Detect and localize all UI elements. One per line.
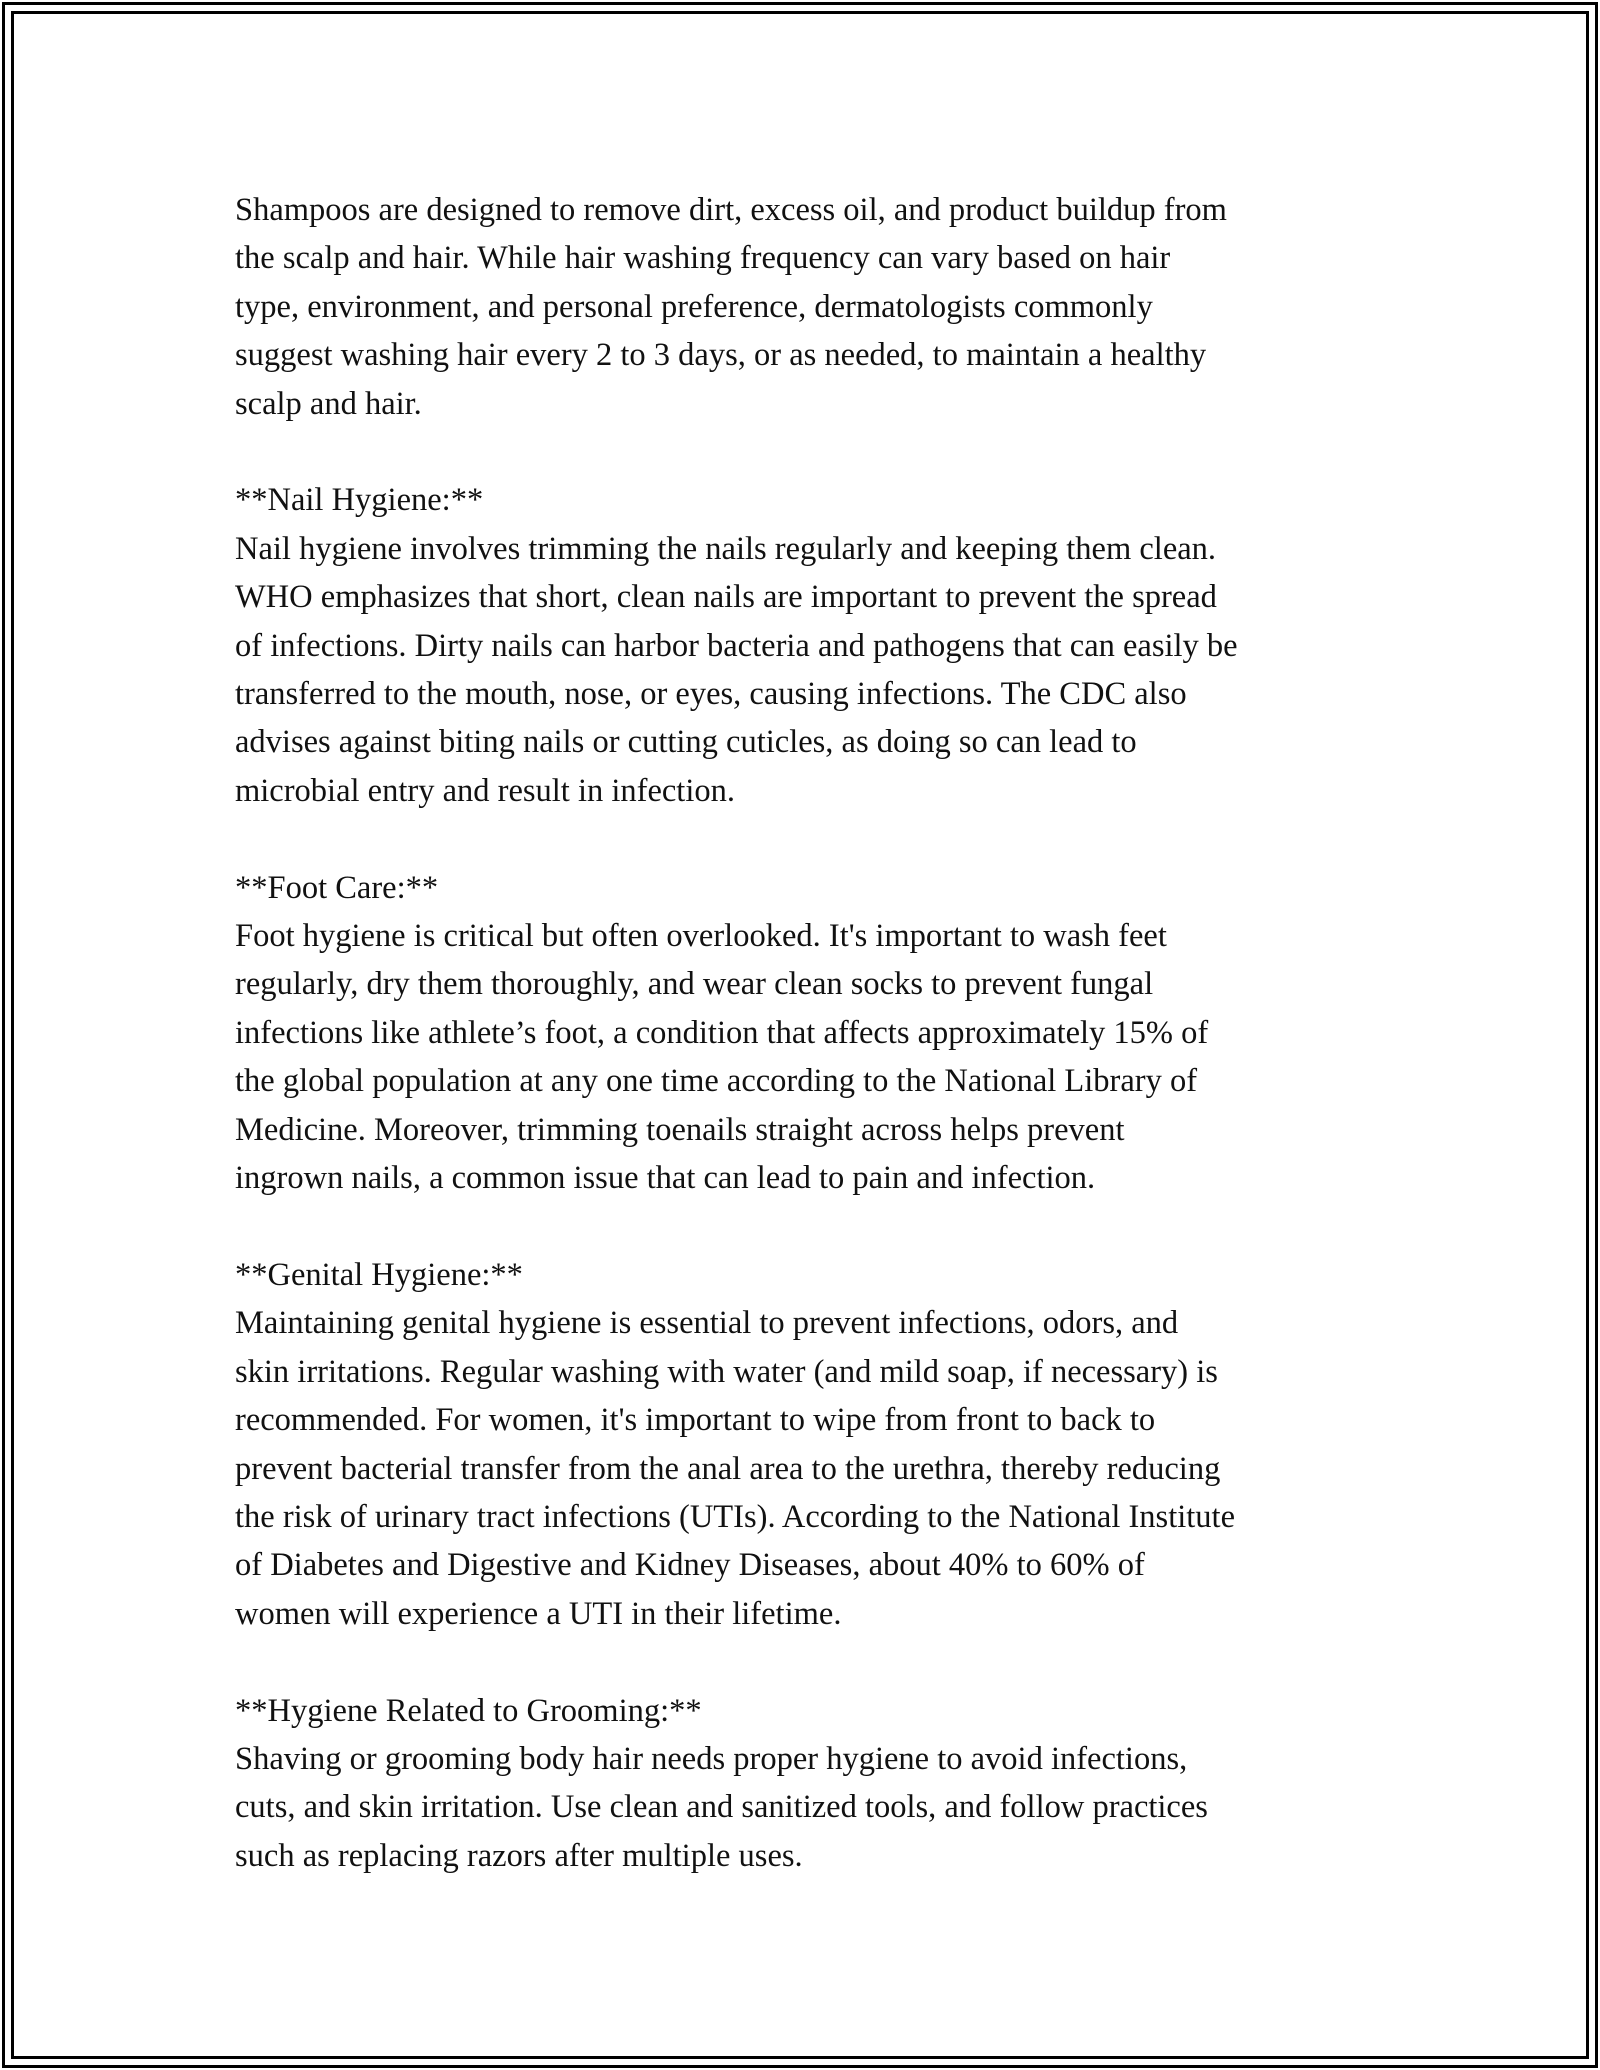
section-foot-care — [235, 864, 1385, 1203]
section-line: Maintaining genital hygiene is essential to prevent infections, odors, and — [235, 1305, 1179, 1342]
section-grooming-hygiene — [235, 1687, 1385, 1881]
section-line: cuts, and skin irritation. Use clean and sanitized tools, and follow practices — [235, 1789, 1208, 1826]
intro-line: type, environment, and personal preference, dermatologists commonly — [235, 288, 1153, 325]
section-line: Nail hygiene involves trimming the nails regularly and keeping them clean. — [235, 530, 1217, 567]
section-line: infections like athlete’s foot, a condition that affects approximately 15% of — [235, 1014, 1209, 1051]
section-line: Foot hygiene is critical but often overlooked. It's important to wash feet — [235, 918, 1167, 955]
section-line: of infections. Dirty nails can harbor bacteria and pathogens that can easily be — [235, 627, 1238, 664]
section-nail-hygiene — [235, 476, 1385, 815]
section-paragraph — [235, 525, 1385, 815]
section-line: ingrown nails, a common issue that can lead to pain and infection. — [235, 1160, 1096, 1197]
section-line: Medicine. Moreover, trimming toenails straight across helps prevent — [235, 1111, 1125, 1148]
section-paragraph — [235, 1299, 1385, 1638]
section-paragraph — [235, 1735, 1385, 1880]
section-line: of Diabetes and Digestive and Kidney Diseases, about 40% to 60% of — [235, 1547, 1145, 1584]
section-line: prevent bacterial transfer from the anal area to the urethra, thereby reducing — [235, 1450, 1221, 1487]
intro-line: the scalp and hair. While hair washing frequency can vary based on hair — [235, 240, 1171, 277]
section-genital-hygiene — [235, 1251, 1385, 1638]
section-line: the risk of urinary tract infections (UTIs). According to the National Institute — [235, 1498, 1235, 1535]
section-line: such as replacing razors after multiple uses. — [235, 1837, 803, 1874]
intro-paragraph — [235, 186, 1385, 428]
section-line: Shaving or grooming body hair needs proper hygiene to avoid infections, — [235, 1740, 1188, 1777]
section-line: the global population at any one time according to the National Library of — [235, 1063, 1198, 1100]
section-line: recommended. For women, it's important to wipe from front to back to — [235, 1402, 1156, 1439]
section-line: skin irritations. Regular washing with water (and mild soap, if necessary) is — [235, 1353, 1218, 1390]
section-heading: **Foot Care:** — [235, 869, 439, 906]
section-line: women will experience a UTI in their lifetime. — [235, 1595, 842, 1632]
document-body — [235, 186, 1385, 1880]
section-line: transferred to the mouth, nose, or eyes, causing infections. The CDC also — [235, 676, 1187, 713]
section-paragraph — [235, 912, 1385, 1202]
section-line: microbial entry and result in infection. — [235, 772, 735, 809]
section-heading: **Genital Hygiene:** — [235, 1256, 523, 1293]
section-line: advises against biting nails or cutting cuticles, as doing so can lead to — [235, 724, 1137, 761]
section-line: WHO emphasizes that short, clean nails are important to prevent the spread — [235, 579, 1217, 616]
section-heading: **Nail Hygiene:** — [235, 482, 484, 519]
section-line: regularly, dry them thoroughly, and wear clean socks to prevent fungal — [235, 966, 1154, 1003]
intro-line: scalp and hair. — [235, 385, 422, 422]
intro-line: Shampoos are designed to remove dirt, excess oil, and product buildup from — [235, 192, 1227, 228]
section-heading: **Hygiene Related to Grooming:** — [235, 1692, 702, 1729]
intro-line: suggest washing hair every 2 to 3 days, or as needed, to maintain a healthy — [235, 337, 1207, 374]
